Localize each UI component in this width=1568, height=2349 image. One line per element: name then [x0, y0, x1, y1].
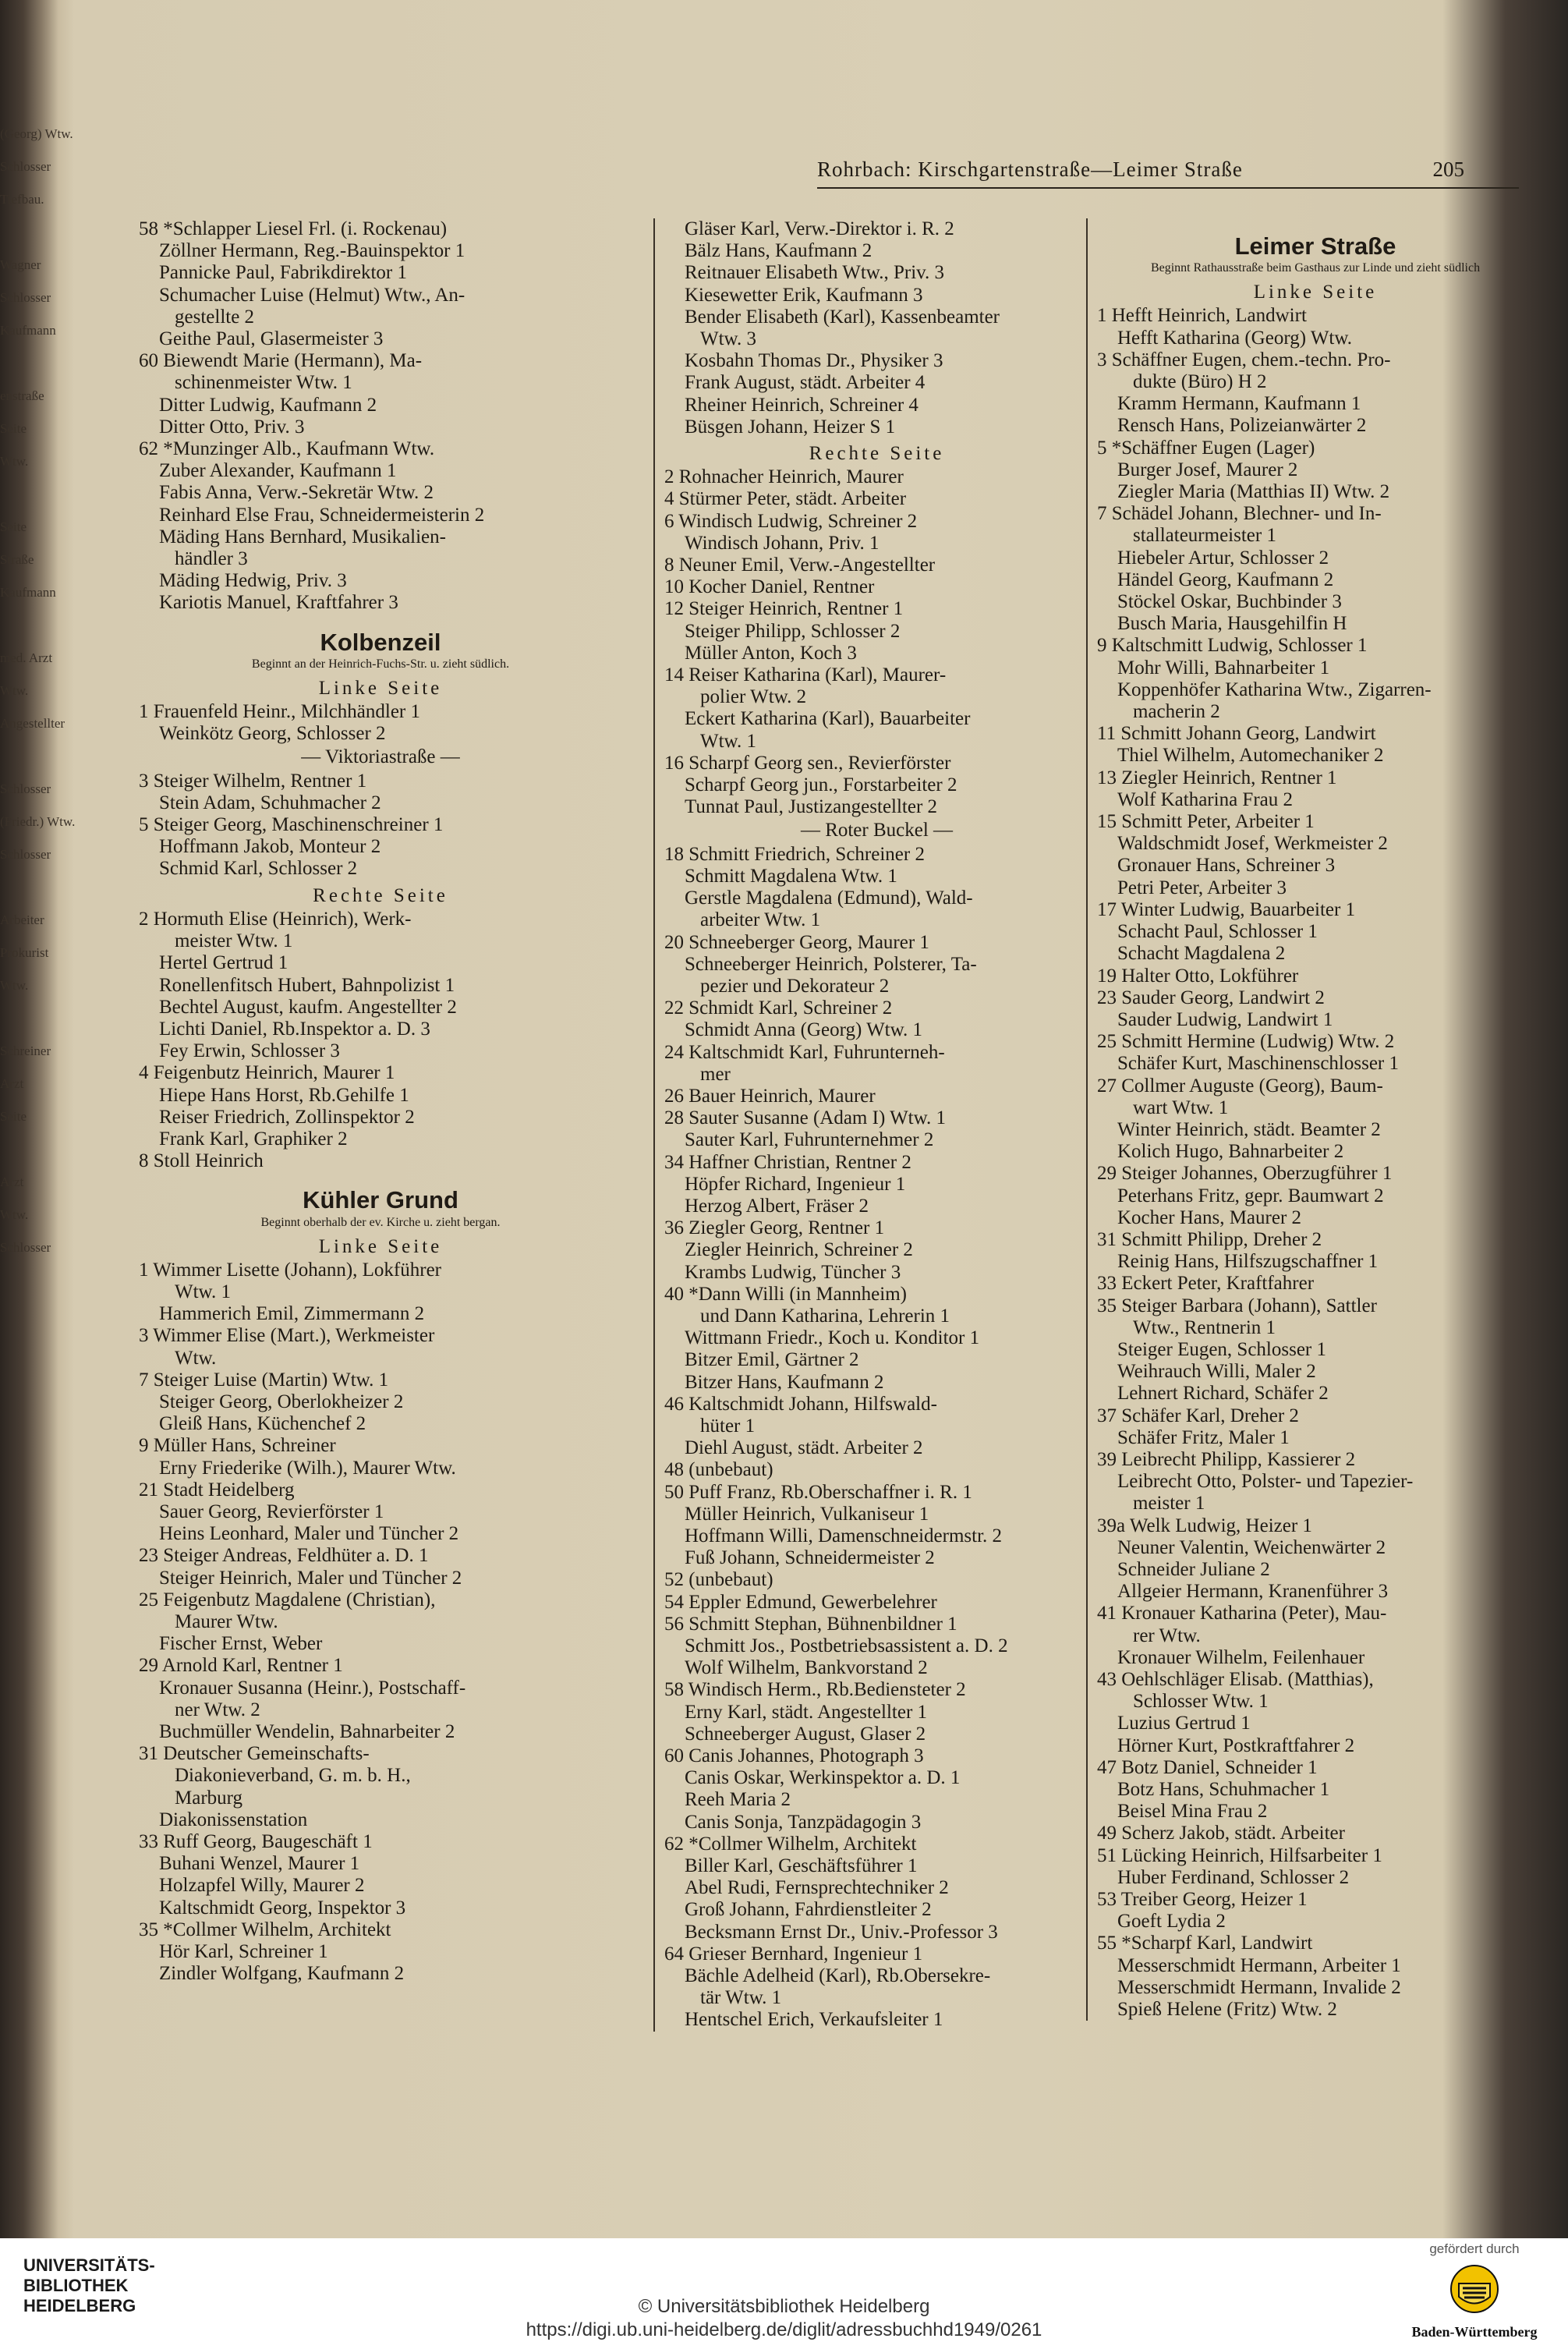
- previous-page-fragment: Wtw.: [0, 454, 29, 469]
- resident-entry: Messerschmidt Hermann, Invalide 2: [1117, 1976, 1401, 1998]
- address-entry: 55 *Scharpf Karl, Landwirt: [1097, 1933, 1313, 1954]
- address-entry: 1 Wimmer Lisette (Johann), Lokführer: [139, 1259, 442, 1281]
- resident-entry: Sauer Georg, Revierförster 1: [159, 1500, 384, 1522]
- address-entry: 40 *Dann Willi (in Mannheim): [664, 1283, 907, 1305]
- previous-page-fragment: Schreiner: [0, 1043, 51, 1058]
- resident-entry: Winter Heinrich, städt. Beamter 2: [1117, 1118, 1381, 1140]
- address-entry: 8 Neuner Emil, Verw.-Angestellter: [664, 554, 936, 576]
- resident-entry: Fischer Ernst, Weber: [159, 1633, 323, 1655]
- side-heading: Linke Seite: [318, 1235, 443, 1257]
- address-entry: 60 Canis Johannes, Photograph 3: [664, 1745, 924, 1767]
- address-entry: 51 Lücking Heinrich, Hilfsarbeiter 1: [1097, 1844, 1382, 1866]
- resident-entry: Kronauer Susanna (Heinr.), Postschaff-: [159, 1677, 466, 1699]
- street-heading: Leimer Straße: [1234, 232, 1396, 260]
- resident-entry: Mäding Hans Bernhard, Musikalien-: [159, 526, 446, 547]
- resident-entry: Bitzer Emil, Gärtner 2: [685, 1349, 859, 1371]
- resident-entry: Lichti Daniel, Rb.Inspektor a. D. 3: [159, 1018, 430, 1040]
- resident-entry: Luzius Gertrud 1: [1117, 1713, 1251, 1734]
- library-logo-line: HEIDELBERG: [23, 2296, 136, 2315]
- entry-continuation: händler 3: [175, 548, 248, 570]
- resident-entry: Schneeberger Heinrich, Polsterer, Ta-: [685, 953, 977, 975]
- library-logo-line: UNIVERSITÄTS-: [23, 2255, 155, 2275]
- resident-entry: Schmidt Anna (Georg) Wtw. 1: [685, 1019, 923, 1041]
- entry-continuation: Wtw. 1: [700, 730, 756, 752]
- resident-entry: Heins Leonhard, Maler und Tüncher 2: [159, 1523, 459, 1545]
- permalink-url[interactable]: https://digi.ub.uni-heidelberg.de/diglit/adressbuchhd1949/0261: [526, 2319, 1042, 2340]
- resident-entry: Koppenhöfer Katharina Wtw., Zigarren-: [1117, 678, 1432, 700]
- resident-entry: Busch Maria, Hausgehilfin H: [1117, 613, 1347, 635]
- resident-entry: Reinig Hans, Hilfszugschaffner 1: [1117, 1251, 1379, 1273]
- resident-entry: Schneider Juliane 2: [1117, 1558, 1270, 1580]
- resident-entry: Frank August, städt. Arbeiter 4: [685, 372, 926, 394]
- resident-entry: Buhani Wenzel, Maurer 1: [159, 1853, 360, 1875]
- resident-entry: Frank Karl, Graphiker 2: [159, 1128, 348, 1150]
- resident-entry: Bitzer Hans, Kaufmann 2: [685, 1371, 884, 1393]
- resident-entry: Steiger Philipp, Schlosser 2: [685, 620, 901, 642]
- resident-entry: Kronauer Wilhelm, Feilenhauer: [1117, 1646, 1365, 1668]
- resident-entry: Kolich Hugo, Bahnarbeiter 2: [1117, 1141, 1344, 1163]
- address-entry: 58 Windisch Herm., Rb.Bediensteter 2: [664, 1679, 966, 1701]
- resident-entry: Fuß Johann, Schneidermeister 2: [685, 1547, 935, 1569]
- resident-entry: Windisch Johann, Priv. 1: [685, 532, 880, 554]
- resident-entry: Ditter Ludwig, Kaufmann 2: [159, 394, 377, 416]
- entry-continuation: gestellte 2: [175, 306, 255, 328]
- resident-entry: Hiebeler Artur, Schlosser 2: [1117, 547, 1329, 569]
- address-entry: 39 Leibrecht Philipp, Kassierer 2: [1097, 1448, 1356, 1470]
- resident-entry: Gronauer Hans, Schreiner 3: [1117, 855, 1336, 877]
- resident-entry: Canis Sonja, Tanzpädagogin 3: [685, 1811, 922, 1833]
- resident-entry: Fabis Anna, Verw.-Sekretär Wtw. 2: [159, 482, 434, 504]
- previous-page-fragment: Wagner: [0, 257, 41, 272]
- entry-continuation: Marburg: [175, 1787, 243, 1809]
- resident-entry: Waldschmidt Josef, Werkmeister 2: [1117, 833, 1388, 855]
- address-entry: 9 Kaltschmitt Ludwig, Schlosser 1: [1097, 635, 1368, 657]
- previous-page-fragment: Seite: [0, 421, 27, 436]
- resident-entry: Krambs Ludwig, Tüncher 3: [685, 1261, 901, 1283]
- previous-page-fragment: Kaufmann: [0, 585, 56, 600]
- address-entry: 54 Eppler Edmund, Gewerbelehrer: [664, 1591, 937, 1613]
- resident-entry: Leibrecht Otto, Polster- und Tapezier-: [1117, 1471, 1414, 1493]
- side-heading: Rechte Seite: [313, 884, 448, 906]
- address-entry: 2 Rohnacher Heinrich, Maurer: [664, 466, 904, 488]
- entry-continuation: Diakonieverband, G. m. b. H.,: [175, 1765, 411, 1787]
- resident-entry: Mäding Hedwig, Priv. 3: [159, 570, 347, 592]
- resident-entry: Händel Georg, Kaufmann 2: [1117, 569, 1334, 590]
- address-entry: 31 Schmitt Philipp, Dreher 2: [1097, 1228, 1322, 1250]
- address-entry: 15 Schmitt Peter, Arbeiter 1: [1097, 811, 1315, 833]
- resident-entry: Becksmann Ernst Dr., Univ.-Professor 3: [685, 1921, 998, 1943]
- resident-entry: Hoffmann Willi, Damenschneidermstr. 2: [685, 1525, 1003, 1547]
- entry-continuation: mer: [700, 1063, 731, 1085]
- address-entry: 60 Biewendt Marie (Hermann), Ma-: [139, 350, 423, 372]
- address-entry: 62 *Collmer Wilhelm, Architekt: [664, 1833, 917, 1855]
- resident-entry: Pannicke Paul, Fabrikdirektor 1: [159, 262, 407, 284]
- resident-entry: Biller Karl, Geschäftsführer 1: [685, 1855, 918, 1877]
- resident-entry: Stein Adam, Schuhmacher 2: [159, 792, 381, 813]
- address-entry: 7 Steiger Luise (Martin) Wtw. 1: [139, 1369, 389, 1391]
- previous-page-fragment: Straße: [0, 552, 34, 567]
- previous-page-fragment: (Friedr.) Wtw.: [0, 814, 76, 829]
- resident-entry: Schmid Karl, Schlosser 2: [159, 858, 358, 880]
- entry-continuation: dukte (Büro) H 2: [1133, 371, 1267, 393]
- resident-entry: Holzapfel Willy, Maurer 2: [159, 1875, 365, 1897]
- address-entry: 21 Stadt Heidelberg: [139, 1479, 295, 1500]
- entry-continuation: stallateurmeister 1: [1133, 525, 1276, 547]
- resident-entry: Steiger Heinrich, Maler und Tüncher 2: [159, 1567, 462, 1589]
- previous-page-fragment: Schlosser: [0, 159, 51, 174]
- resident-entry: Neuner Valentin, Weichenwärter 2: [1117, 1536, 1386, 1558]
- entry-continuation: arbeiter Wtw. 1: [700, 909, 821, 931]
- address-entry: 36 Ziegler Georg, Rentner 1: [664, 1217, 885, 1239]
- previous-page-fragment: Schlosser: [0, 781, 51, 796]
- address-entry: 7 Schädel Johann, Blechner- und In-: [1097, 503, 1382, 525]
- resident-entry: Ziegler Heinrich, Schreiner 2: [685, 1239, 913, 1261]
- address-entry: 27 Collmer Auguste (Georg), Baum-: [1097, 1075, 1383, 1097]
- previous-page-fragment: Seite: [0, 519, 27, 534]
- entry-continuation: Schlosser Wtw. 1: [1133, 1691, 1269, 1713]
- address-entry: 12 Steiger Heinrich, Rentner 1: [664, 598, 904, 620]
- previous-page-fragment: Schlosser: [0, 847, 51, 862]
- entry-continuation: meister 1: [1133, 1493, 1205, 1515]
- address-entry: 29 Steiger Johannes, Oberzugführer 1: [1097, 1163, 1393, 1185]
- entry-continuation: und Dann Katharina, Lehrerin 1: [700, 1305, 950, 1327]
- resident-entry: Zindler Wolfgang, Kaufmann 2: [159, 1963, 405, 1985]
- previous-page-fragment: enstraße: [0, 388, 44, 403]
- previous-page-fragment: Arzt: [0, 1174, 24, 1189]
- resident-entry: Hentschel Erich, Verkaufsleiter 1: [685, 2009, 943, 2031]
- resident-entry: Rheiner Heinrich, Schreiner 4: [685, 394, 919, 416]
- resident-entry: Müller Anton, Koch 3: [685, 642, 857, 664]
- previous-page-fragment: Kaufmann: [0, 323, 56, 338]
- resident-entry: Reiser Friedrich, Zollinspektor 2: [159, 1106, 415, 1128]
- address-entry: 64 Grieser Bernhard, Ingenieur 1: [664, 1943, 923, 1965]
- address-entry: 28 Sauter Susanne (Adam I) Wtw. 1: [664, 1107, 947, 1129]
- viewer-footer: [0, 2238, 1568, 2349]
- resident-entry: Hammerich Emil, Zimmermann 2: [159, 1303, 425, 1325]
- address-entry: 46 Kaltschmidt Johann, Hilfswald-: [664, 1393, 937, 1415]
- entry-continuation: tär Wtw. 1: [700, 1987, 782, 2009]
- address-entry: 56 Schmitt Stephan, Bühnenbildner 1: [664, 1613, 957, 1635]
- previous-page-fragment: Tiefbau.: [0, 192, 44, 207]
- street-description: Beginnt an der Heinrich-Fuchs-Str. u. zieht südlich.: [251, 657, 510, 671]
- resident-entry: Schneeberger August, Glaser 2: [685, 1723, 926, 1745]
- previous-page-fragment: Schlosser: [0, 1240, 51, 1255]
- side-heading: Linke Seite: [1253, 282, 1378, 303]
- resident-entry: Müller Heinrich, Vulkaniseur 1: [685, 1503, 929, 1525]
- resident-entry: Steiger Georg, Oberlokheizer 2: [159, 1391, 404, 1412]
- resident-entry: Buchmüller Wendelin, Bahnarbeiter 2: [159, 1721, 455, 1742]
- address-entry: 5 *Schäffner Eugen (Lager): [1097, 437, 1315, 459]
- resident-entry: Hoffmann Jakob, Monteur 2: [159, 836, 381, 858]
- address-entry: 3 Steiger Wilhelm, Rentner 1: [139, 770, 367, 792]
- address-entry: 11 Schmitt Johann Georg, Landwirt: [1097, 723, 1376, 745]
- resident-entry: Kosbahn Thomas Dr., Physiker 3: [685, 350, 943, 372]
- resident-entry: Wittmann Friedr., Koch u. Konditor 1: [685, 1327, 980, 1349]
- entry-continuation: Maurer Wtw.: [175, 1610, 278, 1632]
- resident-entry: Zöllner Hermann, Reg.-Bauinspektor 1: [159, 240, 465, 262]
- entry-continuation: ner Wtw. 2: [175, 1699, 260, 1720]
- column-3: [1086, 218, 1534, 2021]
- entry-continuation: rer Wtw.: [1133, 1624, 1201, 1646]
- resident-entry: Stöckel Oskar, Buchbinder 3: [1117, 591, 1342, 613]
- address-entry: 39a Welk Ludwig, Heizer 1: [1097, 1515, 1312, 1536]
- resident-entry: Büsgen Johann, Heizer S 1: [685, 416, 896, 438]
- resident-entry: Hiepe Hans Horst, Rb.Gehilfe 1: [159, 1084, 409, 1106]
- entry-continuation: macherin 2: [1133, 701, 1220, 723]
- address-entry: 9 Müller Hans, Schreiner: [139, 1435, 336, 1457]
- funded-by-label: gefördert durch: [1429, 2241, 1520, 2256]
- entry-continuation: polier Wtw. 2: [700, 686, 807, 708]
- cross-street-separator: — Roter Buckel —: [800, 820, 954, 841]
- address-entry: 2 Hormuth Elise (Heinrich), Werk-: [139, 908, 412, 930]
- address-entry: 35 *Collmer Wilhelm, Architekt: [139, 1919, 391, 1940]
- address-entry: 23 Sauder Georg, Landwirt 2: [1097, 987, 1325, 1008]
- previous-page-fragment: (Georg) Wtw.: [0, 126, 73, 141]
- address-entry: 41 Kronauer Katharina (Peter), Mau-: [1097, 1603, 1387, 1624]
- previous-page-fragment: Angestellter: [0, 716, 65, 731]
- resident-entry: Petri Peter, Arbeiter 3: [1117, 877, 1287, 898]
- resident-entry: Weinkötz Georg, Schlosser 2: [159, 723, 386, 745]
- address-entry: 58 *Schlapper Liesel Frl. (i. Rockenau): [139, 218, 448, 239]
- resident-entry: Allgeier Hermann, Kranenführer 3: [1117, 1581, 1389, 1603]
- resident-entry: Herzog Albert, Fräser 2: [685, 1195, 869, 1217]
- resident-entry: Wolf Wilhelm, Bankvorstand 2: [685, 1657, 928, 1679]
- street-heading: Kühler Grund: [303, 1186, 458, 1214]
- resident-entry: Geithe Paul, Glasermeister 3: [159, 328, 384, 350]
- address-entry: 33 Ruff Georg, Baugeschäft 1: [139, 1831, 373, 1853]
- resident-entry: Schumacher Luise (Helmut) Wtw., An-: [159, 284, 465, 306]
- resident-entry: Kocher Hans, Maurer 2: [1117, 1206, 1302, 1228]
- address-entry: 1 Hefft Heinrich, Landwirt: [1097, 305, 1307, 327]
- address-entry: 23 Steiger Andreas, Feldhüter a. D. 1: [139, 1545, 429, 1567]
- resident-entry: Reinhard Else Frau, Schneidermeisterin 2: [159, 504, 485, 526]
- address-entry: 25 Schmitt Hermine (Ludwig) Wtw. 2: [1097, 1031, 1395, 1053]
- address-entry: 16 Scharpf Georg sen., Revierförster: [664, 752, 951, 774]
- address-entry: 19 Halter Otto, Lokführer: [1097, 965, 1299, 987]
- resident-entry: Ziegler Maria (Matthias II) Wtw. 2: [1117, 481, 1390, 503]
- address-entry: 50 Puff Franz, Rb.Oberschaffner i. R. 1: [664, 1481, 972, 1503]
- address-entry: 33 Eckert Peter, Kraftfahrer: [1097, 1273, 1315, 1295]
- cross-street-separator: — Viktoriastraße —: [301, 746, 460, 768]
- address-entry: 43 Oehlschläger Elisab. (Matthias),: [1097, 1669, 1374, 1690]
- address-entry: 3 Wimmer Elise (Mart.), Werkmeister: [139, 1325, 435, 1347]
- address-entry: 6 Windisch Ludwig, Schreiner 2: [664, 510, 918, 532]
- resident-entry: Beisel Mina Frau 2: [1117, 1801, 1268, 1823]
- page-number: 205: [1432, 158, 1464, 181]
- address-entry: 22 Schmidt Karl, Schreiner 2: [664, 997, 893, 1019]
- address-entry: 29 Arnold Karl, Rentner 1: [139, 1655, 343, 1677]
- resident-entry: Schacht Magdalena 2: [1117, 943, 1286, 965]
- address-entry: 14 Reiser Katharina (Karl), Maurer-: [664, 664, 947, 686]
- column-1: [139, 218, 622, 1985]
- resident-entry: Spieß Helene (Fritz) Wtw. 2: [1117, 1999, 1337, 2021]
- entry-continuation: meister Wtw. 1: [175, 930, 293, 952]
- resident-entry: Huber Ferdinand, Schlosser 2: [1117, 1866, 1350, 1888]
- resident-entry: Abel Rudi, Fernsprechtechniker 2: [685, 1877, 949, 1899]
- resident-entry: Kaltschmidt Georg, Inspektor 3: [159, 1897, 406, 1919]
- previous-page-fragment: Schlosser: [0, 290, 51, 305]
- address-entry: 1 Frauenfeld Heinr., Milchhändler 1: [139, 701, 421, 723]
- resident-entry: Mohr Willi, Bahnarbeiter 1: [1117, 657, 1330, 678]
- resident-entry: Bechtel August, kaufm. Angestellter 2: [159, 996, 457, 1018]
- resident-entry: Schäfer Fritz, Maler 1: [1117, 1426, 1290, 1448]
- address-entry: 34 Haffner Christian, Rentner 2: [664, 1151, 911, 1173]
- resident-entry: Goeft Lydia 2: [1117, 1911, 1226, 1933]
- resident-entry: Höpfer Richard, Ingenieur 1: [685, 1173, 906, 1195]
- resident-entry: Hörner Kurt, Postkraftfahrer 2: [1117, 1734, 1355, 1756]
- address-entry: 24 Kaltschmidt Karl, Fuhrunterneh-: [664, 1041, 945, 1063]
- resident-entry: Bender Elisabeth (Karl), Kassenbeamter: [685, 306, 1000, 328]
- previous-page-fragment: Wtw.: [0, 978, 29, 993]
- entry-continuation: wart Wtw. 1: [1133, 1097, 1229, 1118]
- resident-entry: Scharpf Georg jun., Forstarbeiter 2: [685, 774, 957, 796]
- previous-page-fragment: Arbeiter: [0, 912, 44, 927]
- previous-page-fragment: Prokurist: [0, 945, 49, 960]
- address-entry: 18 Schmitt Friedrich, Schreiner 2: [664, 843, 925, 865]
- column-2: [653, 218, 1089, 2032]
- resident-entry: Ronellenfitsch Hubert, Bahnpolizist 1: [159, 974, 455, 996]
- resident-entry: Schacht Paul, Schlosser 1: [1117, 921, 1318, 943]
- resident-entry: Gerstle Magdalena (Edmund), Wald-: [685, 888, 973, 909]
- resident-entry: Rensch Hans, Polizeianwärter 2: [1117, 415, 1367, 437]
- resident-entry: Erny Friederike (Wilh.), Maurer Wtw.: [159, 1457, 456, 1479]
- library-logo-line: BIBLIOTHEK: [23, 2276, 129, 2295]
- address-entry: 49 Scherz Jakob, städt. Arbeiter: [1097, 1823, 1345, 1844]
- entry-continuation: hüter 1: [700, 1415, 756, 1437]
- street-description: Beginnt Rathausstraße beim Gasthaus zur Linde und zieht südlich: [1150, 261, 1481, 275]
- entry-continuation: pezier und Dekorateur 2: [700, 975, 890, 997]
- side-heading: Linke Seite: [318, 677, 443, 699]
- address-entry: 48 (unbebaut): [664, 1459, 773, 1481]
- entry-continuation: Wtw., Rentnerin 1: [1133, 1316, 1276, 1338]
- previous-page-fragment: Wtw.: [0, 683, 29, 698]
- street-heading: Kolbenzeil: [320, 628, 441, 656]
- entry-continuation: Wtw. 3: [700, 328, 756, 350]
- address-entry: 20 Schneeberger Georg, Maurer 1: [664, 931, 929, 953]
- resident-entry: Canis Oskar, Werkinspektor a. D. 1: [685, 1767, 961, 1789]
- address-entry: 3 Schäffner Eugen, chem.-techn. Pro-: [1097, 349, 1391, 370]
- address-entry: 53 Treiber Georg, Heizer 1: [1097, 1889, 1308, 1911]
- resident-entry: Bälz Hans, Kaufmann 2: [685, 240, 872, 262]
- resident-entry: Bächle Adelheid (Karl), Rb.Obersekre-: [685, 1965, 991, 1987]
- resident-entry: Peterhans Fritz, gepr. Baumwart 2: [1117, 1185, 1384, 1206]
- resident-entry: Messerschmidt Hermann, Arbeiter 1: [1117, 1954, 1401, 1976]
- resident-entry: Hefft Katharina (Georg) Wtw.: [1117, 327, 1353, 349]
- resident-entry: Sauder Ludwig, Landwirt 1: [1117, 1008, 1333, 1030]
- resident-entry: Hertel Gertrud 1: [159, 952, 288, 974]
- resident-entry: Steiger Eugen, Schlosser 1: [1117, 1338, 1327, 1360]
- address-entry: 25 Feigenbutz Magdalene (Christian),: [139, 1589, 436, 1610]
- address-entry: 52 (unbebaut): [664, 1569, 773, 1591]
- resident-entry: Kramm Hermann, Kaufmann 1: [1117, 393, 1361, 415]
- address-entry: 10 Kocher Daniel, Rentner: [664, 576, 875, 598]
- address-entry: 13 Ziegler Heinrich, Rentner 1: [1097, 767, 1337, 788]
- resident-entry: Diakonissenstation: [159, 1809, 308, 1830]
- entry-continuation: Wtw.: [175, 1347, 217, 1369]
- resident-entry: Reitnauer Elisabeth Wtw., Priv. 3: [685, 262, 945, 284]
- resident-entry: Diehl August, städt. Arbeiter 2: [685, 1437, 923, 1459]
- resident-entry: Thiel Wilhelm, Automechaniker 2: [1117, 745, 1384, 767]
- address-entry: 31 Deutscher Gemeinschafts-: [139, 1743, 370, 1765]
- address-entry: 26 Bauer Heinrich, Maurer: [664, 1085, 876, 1107]
- resident-entry: Kariotis Manuel, Kraftfahrer 3: [159, 592, 398, 614]
- resident-entry: Hör Karl, Schreiner 1: [159, 1941, 328, 1963]
- resident-entry: Botz Hans, Schuhmacher 1: [1117, 1779, 1330, 1801]
- resident-entry: Groß Johann, Fahrdienstleiter 2: [685, 1899, 932, 1921]
- entry-continuation: Wtw. 1: [175, 1281, 231, 1302]
- resident-entry: Fey Erwin, Schlosser 3: [159, 1040, 340, 1062]
- previous-page-edge: [0, 78, 76, 2184]
- address-entry: 37 Schäfer Karl, Dreher 2: [1097, 1405, 1299, 1426]
- running-head: [817, 154, 1519, 189]
- address-entry: 8 Stoll Heinrich: [139, 1150, 264, 1172]
- resident-entry: Tunnat Paul, Justizangestellter 2: [685, 796, 938, 818]
- address-entry: 47 Botz Daniel, Schneider 1: [1097, 1756, 1318, 1778]
- address-entry: 17 Winter Ludwig, Bauarbeiter 1: [1097, 898, 1356, 920]
- resident-entry: Weihrauch Willi, Maler 2: [1117, 1361, 1316, 1383]
- copyright-text: © Universitätsbibliothek Heidelberg: [638, 2296, 930, 2317]
- address-entry: 5 Steiger Georg, Maschinenschreiner 1: [139, 814, 444, 836]
- resident-entry: Ditter Otto, Priv. 3: [159, 416, 305, 438]
- resident-entry: Gläser Karl, Verw.-Direktor i. R. 2: [685, 218, 954, 239]
- previous-page-fragment: Seite: [0, 1109, 27, 1124]
- resident-entry: Kiesewetter Erik, Kaufmann 3: [685, 284, 923, 306]
- resident-entry: Schmitt Jos., Postbetriebsassistent a. D. 2: [685, 1635, 1008, 1656]
- book-page: [61, 125, 1481, 2230]
- running-head-title: Rohrbach: Kirschgartenstraße—Leimer Straße: [817, 158, 1243, 181]
- funder-label: Baden-Württemberg: [1411, 2324, 1538, 2340]
- resident-entry: Gleiß Hans, Küchenchef 2: [159, 1413, 366, 1435]
- resident-entry: Burger Josef, Maurer 2: [1117, 459, 1298, 480]
- previous-page-fragment: med. Arzt: [0, 650, 53, 665]
- previous-page-fragment: Arzt: [0, 1076, 24, 1091]
- resident-entry: Wolf Katharina Frau 2: [1117, 788, 1293, 810]
- address-entry: 4 Stürmer Peter, städt. Arbeiter: [664, 488, 907, 510]
- resident-entry: Reeh Maria 2: [685, 1789, 791, 1811]
- resident-entry: Schäfer Kurt, Maschinenschlosser 1: [1117, 1053, 1400, 1075]
- address-entry: 4 Feigenbutz Heinrich, Maurer 1: [139, 1062, 395, 1084]
- resident-entry: Lehnert Richard, Schäfer 2: [1117, 1383, 1329, 1405]
- address-entry: 62 *Munzinger Alb., Kaufmann Wtw.: [139, 438, 435, 460]
- resident-entry: Sauter Karl, Fuhrunternehmer 2: [685, 1129, 934, 1151]
- resident-entry: Eckert Katharina (Karl), Bauarbeiter: [685, 708, 971, 730]
- previous-page-fragment: Wtw.: [0, 1207, 29, 1222]
- side-heading: Rechte Seite: [809, 443, 945, 465]
- entry-continuation: schinenmeister Wtw. 1: [175, 372, 352, 394]
- resident-entry: Schmitt Magdalena Wtw. 1: [685, 865, 897, 887]
- street-description: Beginnt oberhalb der ev. Kirche u. zieht bergan.: [260, 1215, 501, 1229]
- resident-entry: Erny Karl, städt. Angestellter 1: [685, 1701, 928, 1723]
- address-entry: 35 Steiger Barbara (Johann), Sattler: [1097, 1295, 1377, 1316]
- coat-of-arms-icon: [1439, 2262, 1510, 2316]
- resident-entry: Zuber Alexander, Kaufmann 1: [159, 460, 397, 482]
